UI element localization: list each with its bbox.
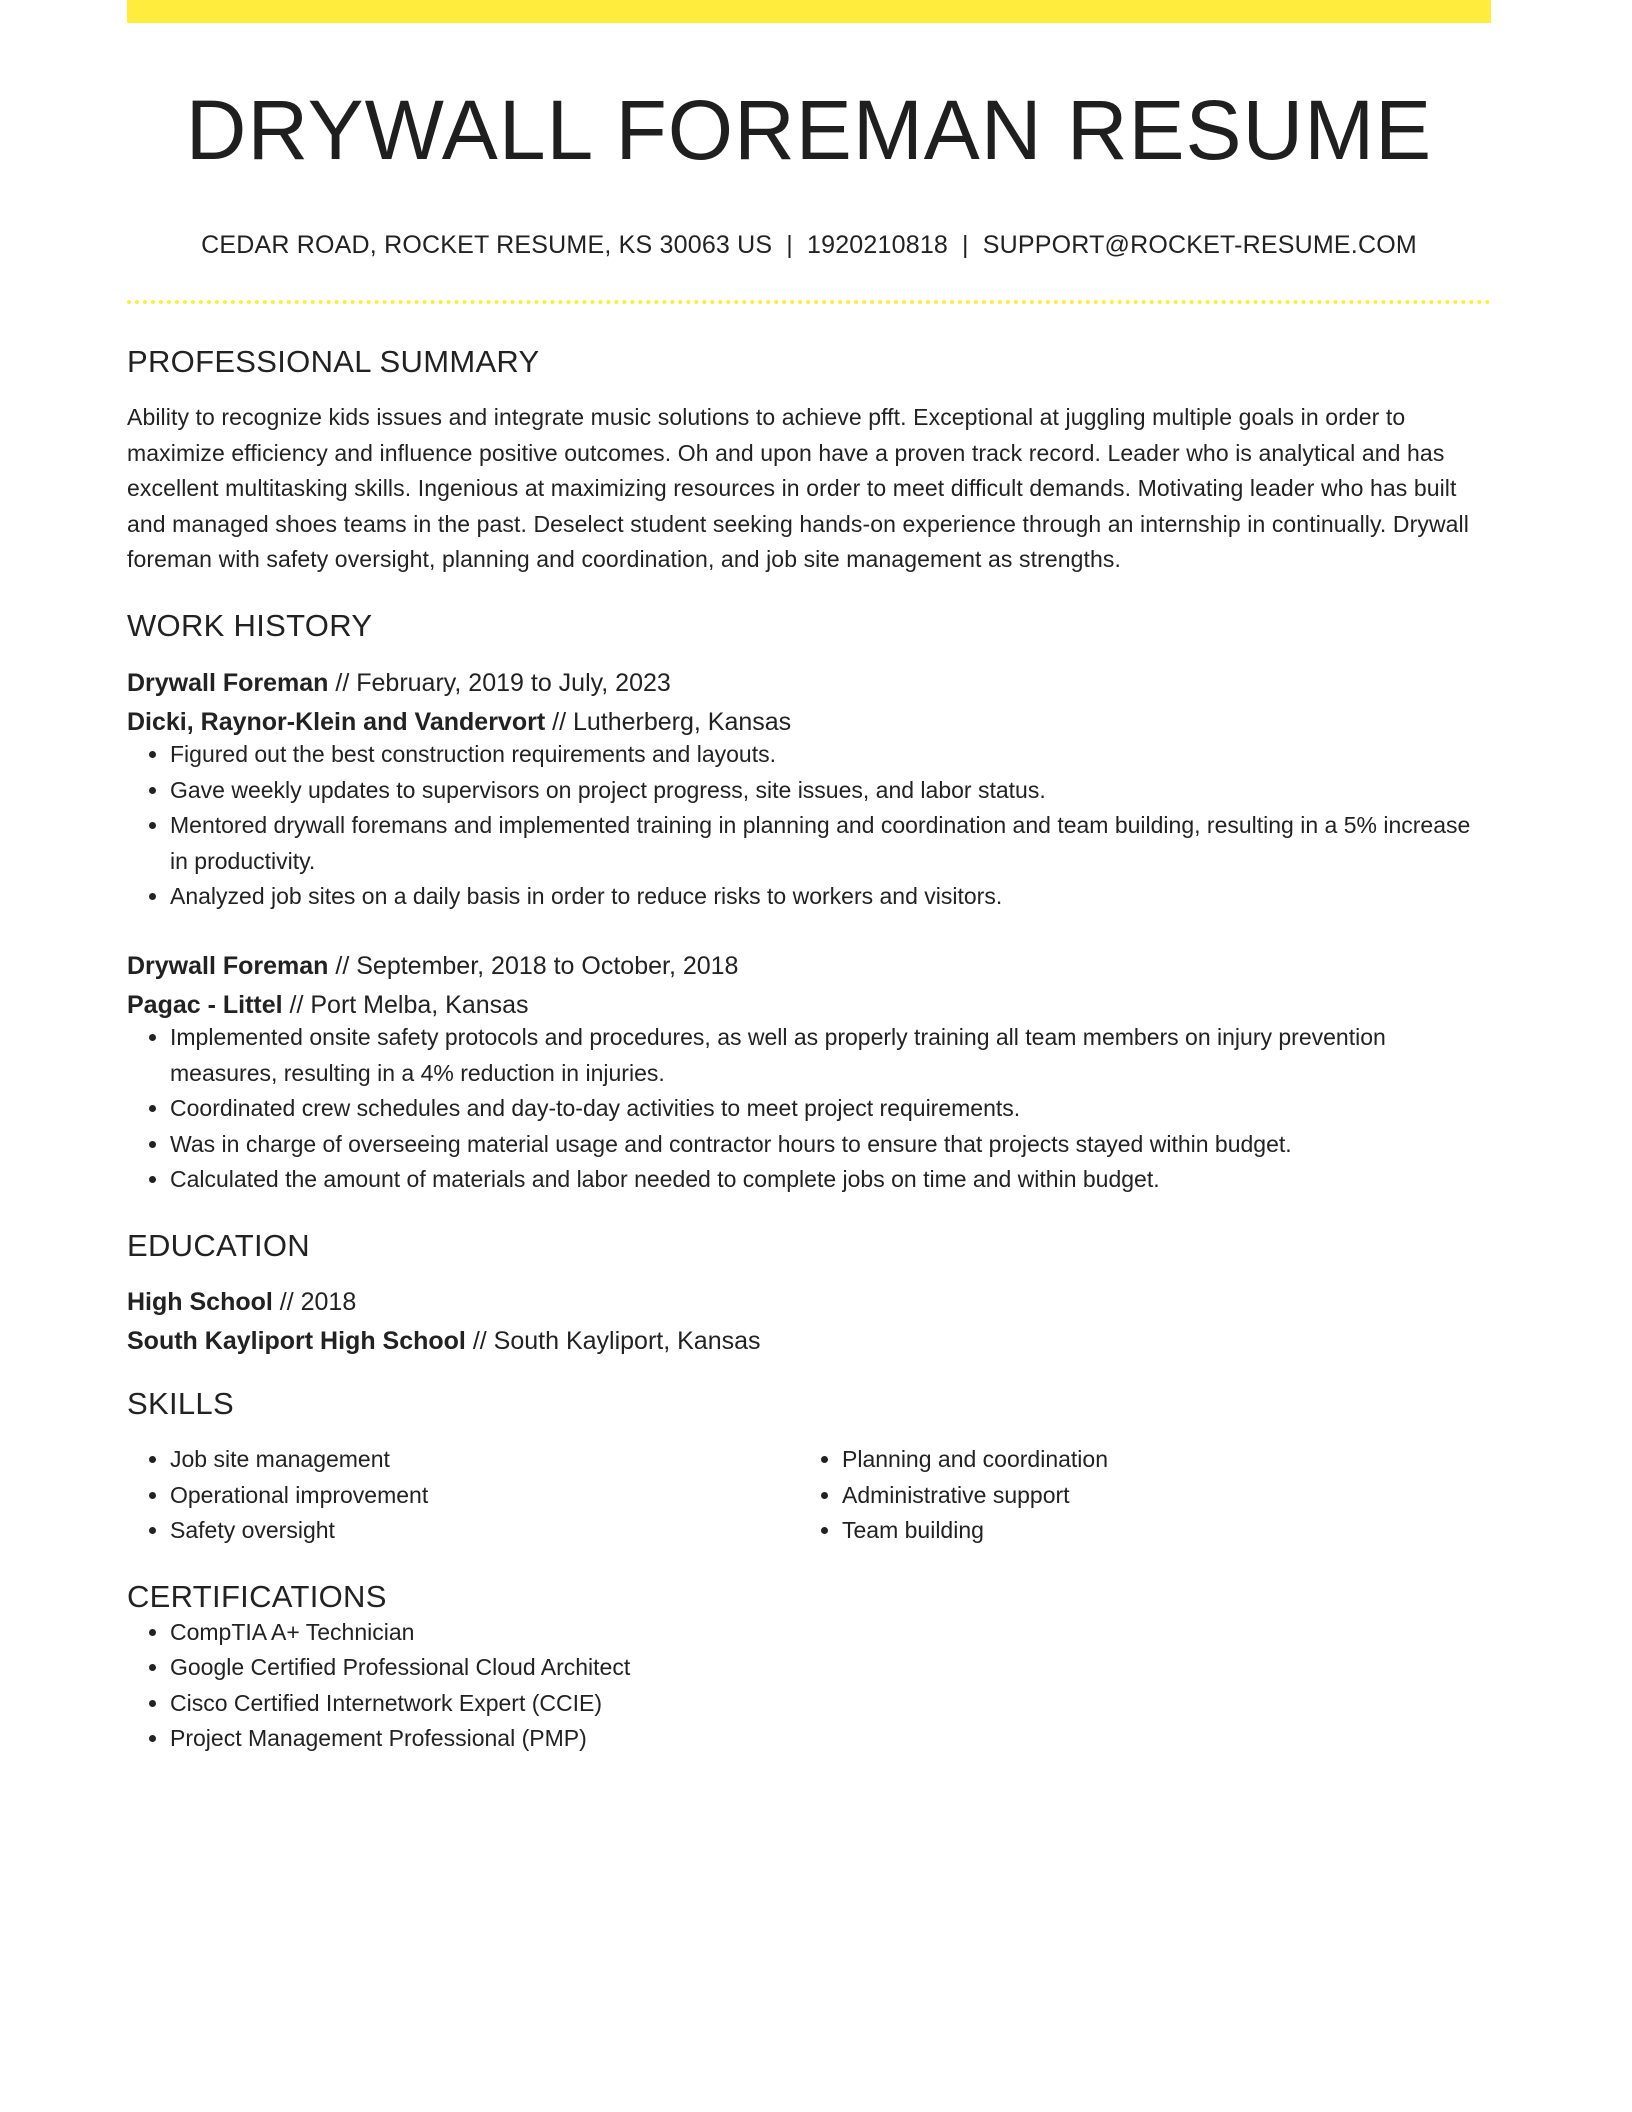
- contact-address: CEDAR ROAD, ROCKET RESUME, KS 30063 US: [201, 231, 773, 259]
- job-company: Dicki, Raynor-Klein and Vandervort: [127, 707, 546, 736]
- skill-item: • Team building: [842, 1513, 1471, 1549]
- education-year: // 2018: [272, 1287, 357, 1316]
- certification-item: • Cisco Certified Internetwork Expert (CCIE): [170, 1686, 1491, 1722]
- job-bullet: • Calculated the amount of materials and labor needed to complete jobs on time and within budget.: [170, 1162, 1491, 1198]
- education-heading: EDUCATION: [127, 1227, 310, 1263]
- skills-column-left: [127, 1442, 799, 1549]
- job-bullet: • Analyzed job sites on a daily basis in order to reduce risks to workers and visitors.: [170, 879, 1491, 915]
- skills-list: [127, 1442, 799, 1549]
- job-bullets: [127, 1020, 1491, 1198]
- job-dates: // February, 2019 to July, 2023: [328, 668, 671, 697]
- contact-separator: |: [962, 231, 969, 259]
- skill-item: • Safety oversight: [170, 1513, 799, 1549]
- certifications-heading: CERTIFICATIONS: [127, 1578, 387, 1614]
- skills-column-right: [799, 1442, 1471, 1549]
- education-degree-line: [127, 1287, 1491, 1317]
- job-bullet: • Mentored drywall foremans and implemented training in planning and coordination and team building, resulting in a 5% increase in productivity.: [170, 808, 1491, 879]
- summary-text: Ability to recognize kids issues and integrate music solutions to achieve pfft. Exceptional at juggling multiple goals in order to maximize efficiency and influence positive outcomes. Oh and upon have a proven track record. Leader who is analytical and has excellent multitasking skills. Ingenious at maximizing resources in order to meet difficult demands. Motivating leader who has built and managed shoes teams in the past. Deselect student seeking hands-on experience through an internship in continually. Drywall foreman with safety oversight, planning and coordination, and job site management as strengths.: [127, 404, 1469, 573]
- skills-grid: [127, 1442, 1491, 1549]
- job-title-line: [127, 668, 1491, 698]
- job-entry: [127, 951, 1491, 1198]
- job-location: // Lutherberg, Kansas: [545, 707, 792, 736]
- job-title-line: [127, 951, 1491, 981]
- certification-item: • CompTIA A+ Technician: [170, 1615, 1491, 1651]
- job-company: Pagac - Littel: [127, 990, 283, 1019]
- dotted-divider: [127, 300, 1491, 304]
- contact-line: [127, 230, 1491, 260]
- resume-content: [127, 0, 1491, 1757]
- skills-list: [799, 1442, 1471, 1549]
- skills-heading: SKILLS: [127, 1385, 234, 1421]
- certifications-list: [127, 1615, 1491, 1757]
- skill-item: • Operational improvement: [170, 1478, 799, 1514]
- contact-email: SUPPORT@ROCKET-RESUME.COM: [982, 231, 1417, 259]
- job-bullet: • Implemented onsite safety protocols and procedures, as well as properly training all team members on injury prevention measures, resulting in a 4% reduction in injuries.: [170, 1020, 1491, 1091]
- contact-separator: |: [786, 231, 793, 259]
- job-entry: [127, 668, 1491, 915]
- job-bullet: • Figured out the best construction requirements and layouts.: [170, 737, 1491, 773]
- job-bullet: • Coordinated crew schedules and day-to-day activities to meet project requirements.: [170, 1091, 1491, 1127]
- education-school: South Kayliport High School: [127, 1326, 466, 1355]
- job-bullet: • Gave weekly updates to supervisors on project progress, site issues, and labor status.: [170, 773, 1491, 809]
- education-school-line: [127, 1326, 1491, 1356]
- job-location: // Port Melba, Kansas: [282, 990, 529, 1019]
- summary-heading: PROFESSIONAL SUMMARY: [127, 344, 540, 379]
- education-degree: High School: [127, 1287, 273, 1316]
- education-location: // South Kayliport, Kansas: [465, 1326, 761, 1355]
- resume-title: DRYWALL FOREMAN RESUME: [185, 83, 1433, 177]
- skill-item: • Job site management: [170, 1442, 799, 1478]
- job-bullet: • Was in charge of overseeing material usage and contractor hours to ensure that projects stayed within budget.: [170, 1127, 1491, 1163]
- certification-item: • Project Management Professional (PMP): [170, 1721, 1491, 1757]
- job-position: Drywall Foreman: [127, 668, 329, 697]
- contact-phone: 1920210818: [807, 231, 949, 259]
- work-history-heading: WORK HISTORY: [127, 607, 373, 643]
- certification-item: • Google Certified Professional Cloud Architect: [170, 1650, 1491, 1686]
- job-position: Drywall Foreman: [127, 951, 329, 980]
- job-dates: // September, 2018 to October, 2018: [328, 951, 739, 980]
- skill-item: • Planning and coordination: [842, 1442, 1471, 1478]
- skill-item: • Administrative support: [842, 1478, 1471, 1514]
- job-company-line: [127, 707, 1491, 737]
- job-bullets: [127, 737, 1491, 915]
- job-company-line: [127, 990, 1491, 1020]
